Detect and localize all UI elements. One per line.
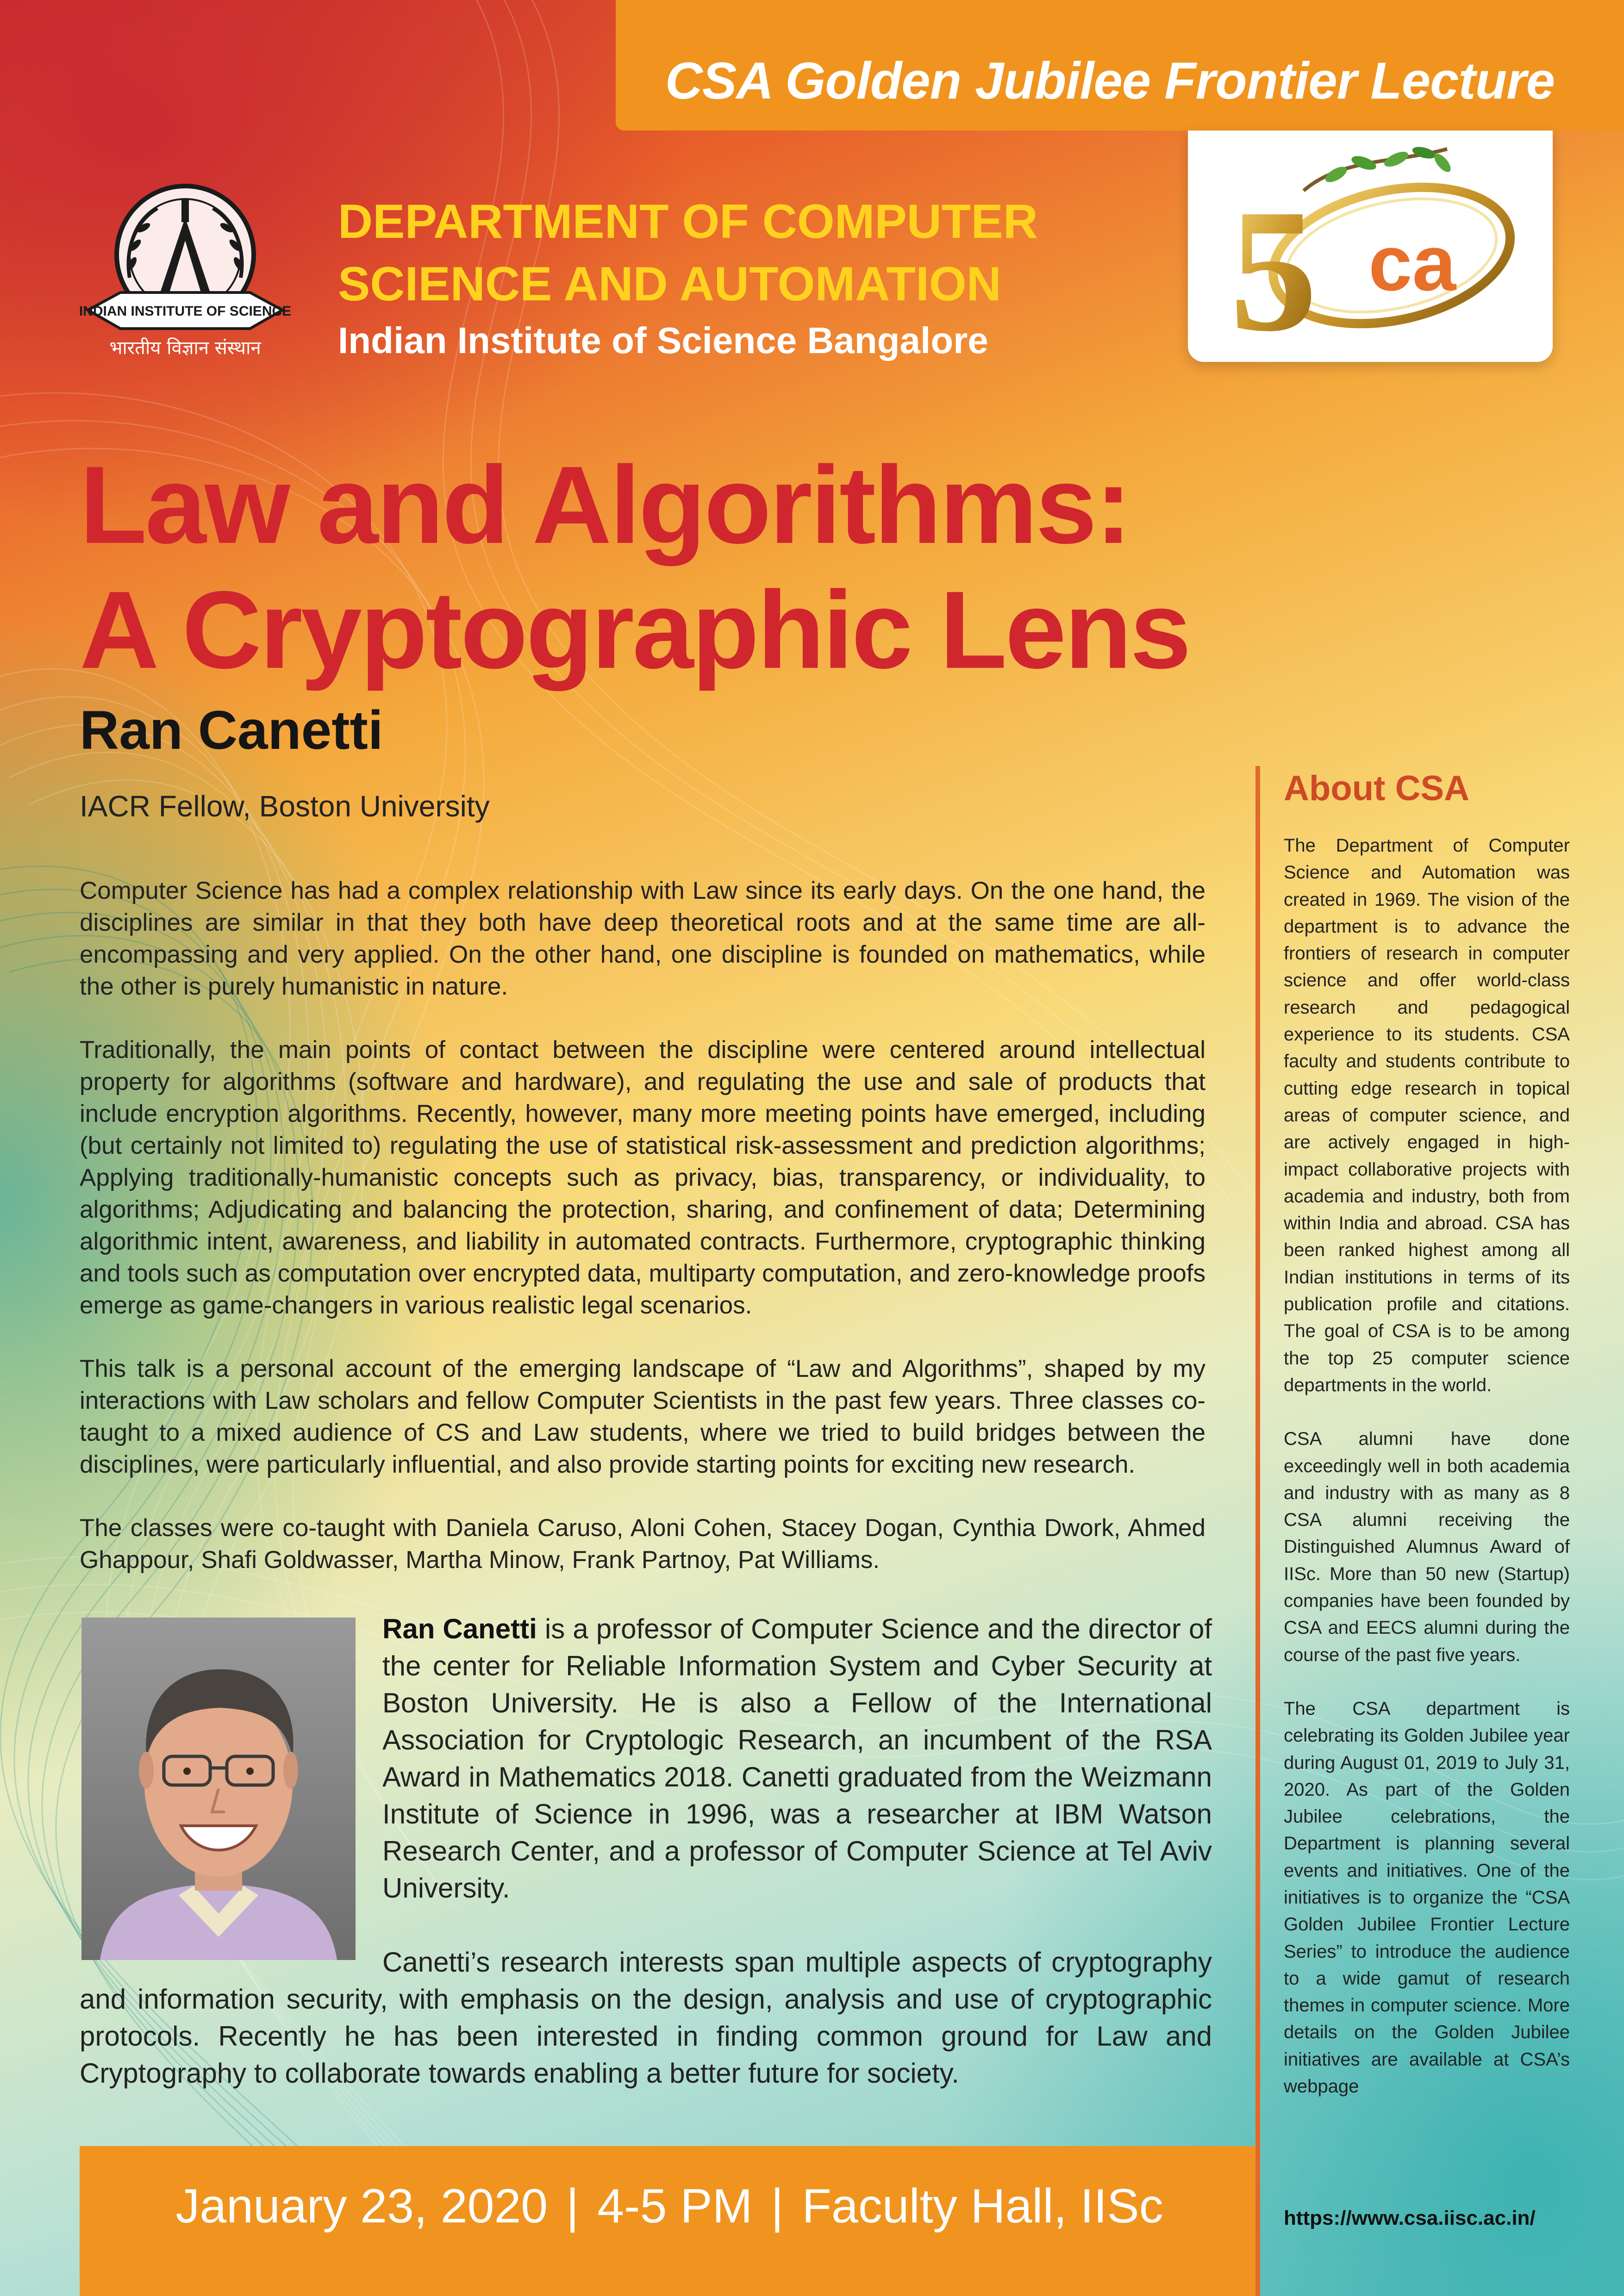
event-time: 4-5 PM — [597, 2179, 753, 2233]
abstract-paragraph: Computer Science has had a complex relationship with Law since its early days. On the one hand, the disciplines are similar in that they both have deep theoretical roots and at the same time are all-encompassing and very applied. On the other hand, one discipline is founded on mathematics, while the other is purely humanistic in nature. — [80, 877, 1206, 1000]
iisc-emblem — [79, 171, 292, 366]
department-name-line2: SCIENCE AND AUTOMATION — [338, 257, 1001, 311]
jubilee-letters: ca — [1368, 219, 1456, 307]
abstract — [80, 875, 1206, 1607]
lecture-title-line2: A Cryptographic Lens — [80, 569, 1190, 691]
about-paragraph: The Department of Computer Science and Automation was created in 1969. The vision of the department is to advance the frontiers of research in computer science and offer world-class research and pedagogical experience to its students. CSA faculty and students contribute to cutting edge research in topical areas of computer science, and are actively engaged in high-impact collaborative projects with academia and industry, both from within India and abroad. CSA has been ranked highest among all Indian institutions in terms of its publication profile and citations. The goal of CSA is to be among the top 25 computer science departments in the world. — [1284, 835, 1570, 1395]
abstract-paragraph: The classes were co-taught with Daniela Caruso, Aloni Cohen, Stacey Dogan, Cynthia Dwork, Ahmed Ghappour, Shafi Goldwasser, Martha Minow, Frank Partnoy, Pat Williams. — [80, 1514, 1206, 1574]
separator: | — [566, 2179, 579, 2233]
about-csa-title: About CSA — [1284, 769, 1470, 808]
jubilee-numeral: 5 — [1230, 173, 1318, 362]
sidebar-divider — [1255, 766, 1260, 2296]
institute-name: Indian Institute of Science Bangalore — [338, 320, 988, 361]
abstract-paragraph: Traditionally, the main points of contact between the discipline were centered around intellectual property for algorithms (software and hardware), and regulating the use and sale of products that include encryption algorithms. Recently, however, many more meeting points have emerged, including (but certainly not limited to) regulating the use of statistical risk-assessment and prediction algorithms; Applying traditionally-humanistic concepts such as privacy, bias, transparency, or individuality, to algorithms; Adjudicating and balancing the protection, sharing, and confinement of data; Determining algorithmic intent, awareness, and liability in automated contracts. Furthermore, cryptographic thinking and tools such as computation over encrypted data, multiparty computation, and zero-knowledge proofs emerge as game-changers in various realistic legal scenarios. — [80, 1036, 1206, 1319]
separator: | — [771, 2179, 784, 2233]
event-venue: Faculty Hall, IISc — [802, 2179, 1163, 2233]
speaker-bio-paragraph2: Canetti’s research interests span multiple aspects of cryptography and information security, with emphasis on the design, analysis and use of cryptographic protocols. Recently he has been interested in finding common ground for Law and Cryptography to collaborate towards enabling a better future for society. — [80, 1947, 1212, 2089]
about-csa-body — [1284, 832, 1570, 2127]
lecture-title-line1: Law and Algorithms: — [80, 444, 1130, 566]
speaker-affiliation: IACR Fellow, Boston University — [80, 790, 490, 823]
speaker-bio-paragraph1 — [382, 1611, 1212, 1907]
speaker-portrait — [81, 1618, 356, 1960]
csa-website-link[interactable]: https://www.csa.iisc.ac.in/ — [1284, 2207, 1536, 2229]
event-details-footer — [80, 2146, 1259, 2296]
golden-jubilee-50-logo — [1188, 131, 1553, 362]
department-name-line1: DEPARTMENT OF COMPUTER — [338, 195, 1038, 249]
speaker-name: Ran Canetti — [80, 700, 383, 761]
jubilee-logo-card — [1188, 131, 1553, 362]
abstract-paragraph: This talk is a personal account of the emerging landscape of “Law and Algorithms”, shaped by my interactions with Law scholars and fellow Computer Scientists in the past few years. Three classes co-taught to a mixed audience of CS and Law students, where we tried to build bridges between the disciplines, were particularly influential, and also provide starting points for exciting new research. — [80, 1355, 1206, 1478]
event-details — [80, 2146, 1259, 2266]
banner-title: CSA Golden Jubilee Frontier Lecture — [665, 52, 1555, 110]
emblem-ring-text: INDIAN INSTITUTE OF SCIENCE — [79, 304, 292, 319]
about-paragraph: The CSA department is celebrating its Golden Jubilee year during August 01, 2019 to July 31, 2020. As part of the Golden Jubilee celebrations, the Department is planning several events and initiatives. One of the initiatives is to organize the “CSA Golden Jubilee Frontier Lecture Series” to introduce the audience to a wide gamut of research themes in computer science. More details on the Golden Jubilee initiatives are available at CSA’s webpage — [1284, 1698, 1570, 2097]
emblem-hindi-text: भारतीय विज्ञान संस्थान — [109, 337, 261, 359]
header-banner — [616, 0, 1624, 131]
bio-text: is a professor of Computer Science and the director of the center for Reliable Information System and Cyber Security at Boston University. He is also a Fellow of the International Association for Cryptologic Research, an incumbent of the RSA Award in Mathematics 2018. Canetti graduated from the Weizmann Institute of Science in 1996, was a researcher at IBM Watson Research Center, and a professor of Computer Science at Tel Aviv University. — [382, 1613, 1212, 1904]
speaker-photo — [81, 1618, 356, 1960]
bio-speaker-name: Ran Canetti — [382, 1613, 537, 1644]
about-paragraph: CSA alumni have done exceedingly well in both academia and industry with as many as 8 CSA alumni receiving the Distinguished Alumnus Award of IISc. More than 50 new (Startup) companies have been founded by CSA and EECS alumni during the course of the past five years. — [1284, 1429, 1570, 1665]
event-date: January 23, 2020 — [175, 2179, 548, 2233]
